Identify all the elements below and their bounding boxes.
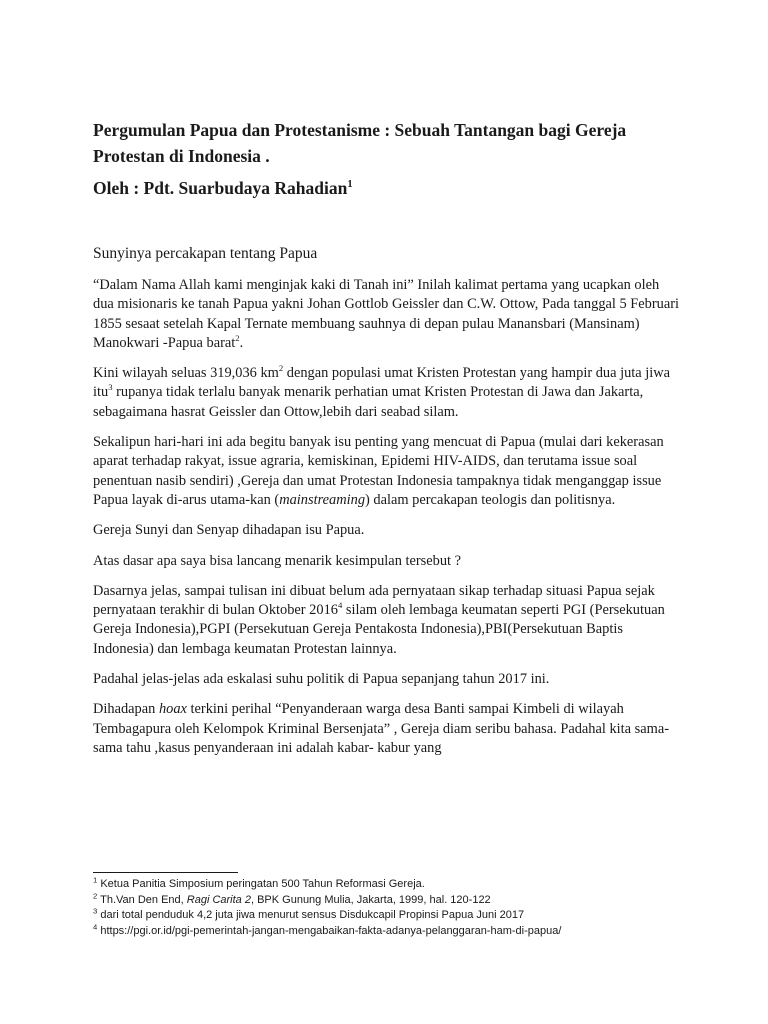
footnote-text: Th.Van Den End, xyxy=(97,893,187,906)
footnote-text: Ketua Panitia Simposium peringatan 500 Tahun Reformasi Gereja. xyxy=(97,878,425,890)
footnote-3 xyxy=(93,908,733,924)
footnote-text: dari total penduduk 4,2 juta jiwa menurut sensus Disdukcapil Propinsi Papua Juni 2017 xyxy=(97,909,525,922)
footnote-number: 2 xyxy=(93,890,98,900)
article-body xyxy=(93,117,683,758)
paragraph-4: Gereja Sunyi dan Senyap dihadapan isu Papua. xyxy=(93,522,365,539)
footnote-ref-1[interactable]: 1 xyxy=(347,179,353,191)
footnote-1 xyxy=(93,877,733,893)
footnote-number: 1 xyxy=(93,875,98,885)
italic-term: mainstreaming xyxy=(279,491,366,508)
footnote-ref-4[interactable]: 4 xyxy=(337,600,343,611)
footnote-number: 3 xyxy=(93,906,98,916)
section-heading: Sunyinya percakapan tentang Papua xyxy=(93,245,318,262)
paragraph-8 xyxy=(93,700,683,758)
footnote-2 xyxy=(93,890,733,909)
paragraph-text: ) dalam percakapan teologis dan politisnya. xyxy=(365,491,616,508)
paragraph-6 xyxy=(93,582,683,659)
author-line xyxy=(93,175,683,201)
footnote-divider xyxy=(93,872,238,873)
paragraph-text: dengan populasi umat Kristen Protestan yang hampir dua juta jiwa itu xyxy=(93,365,671,401)
paragraph-text: Dihadapan xyxy=(93,701,159,718)
paragraph-text: silam oleh lembaga keumatan seperti PGI (Persekutuan Gereja Indonesia),PGPI (Persekutuan Gereja Pentakosta Indonesia),PBI(Persekutuan Baptis Indonesia) dan lembaga keumatan Protestan lainnya. xyxy=(93,602,665,657)
paragraph-5: Atas dasar apa saya bisa lancang menarik kesimpulan tersebut ? xyxy=(93,552,462,569)
italic-term: hoax xyxy=(158,701,187,718)
paragraph-text: Sekalipun hari-hari ini ada begitu banyak isu penting yang mencuat di Papua (mulai dari kekerasan aparat terhadap rakyat, issue agraria, kemiskinan, Epidemi HIV-AIDS, dan terutama issue soal penentuan nasib sendiri) ,Gereja dan umat Protestan Indonesia tampaknya tidak menganggap issue Papua layak di-arus utama-kan ( xyxy=(93,434,664,508)
author-name: Oleh : Pdt. Suarbudaya Rahadian xyxy=(93,178,348,198)
footnotes xyxy=(93,877,733,939)
paragraph-text: . xyxy=(239,334,244,351)
book-title: Ragi Carita 2 xyxy=(186,893,251,906)
footnote-text: , BPK Gunung Mulia, Jakarta, 1999, hal. 120-122 xyxy=(250,893,491,906)
paragraph-text: “Dalam Nama Allah kami menginjak kaki di Tanah ini” Inilah kalimat pertama yang ucapkan oleh dua misionaris ke tanah Papua yakni Johan Gottlob Geissler dan C.W. Ottow, Pada tanggal 5 Februari 1855 sesaat setelah Kapal Ternate membuang sauhnya di depan pulau Manansbari (Mansinam) Manokwari -Papua barat xyxy=(93,277,680,351)
footnote-number: 4 xyxy=(93,922,98,932)
footnote-ref-3[interactable]: 3 xyxy=(108,382,113,393)
paragraph-3 xyxy=(93,433,683,510)
square-superscript: 2 xyxy=(278,363,284,374)
paragraph-2 xyxy=(93,364,683,422)
paragraph-text: Dasarnya jelas, sampai tulisan ini dibuat belum ada pernyataan sikap terhadap situasi Papua sejak pernyataan terakhir di bulan Oktober 2016 xyxy=(93,582,655,619)
paragraph-7: Padahal jelas-jelas ada eskalasi suhu politik di Papua sepanjang tahun 2017 ini. xyxy=(93,671,550,688)
footnote-link[interactable]: https://pgi.or.id/pgi-pemerintah-jangan-mengabaikan-fakta-adanya-pelanggaran-ham-di-papua/ xyxy=(97,924,562,937)
paragraph-text: rupanya tidak terlalu banyak menarik perhatian umat Kristen Protestan di Jawa dan Jakarta, sebagaimana hasrat Geissler dan Ottow,lebih dari seabad silam. xyxy=(93,384,644,420)
paragraph-1 xyxy=(93,276,683,353)
paragraph-text: terkini perihal “Penyanderaan warga desa Banti sampai Kimbeli di wilayah Tembagapura oleh Kelompok Kriminal Bersenjata” , Gereja diam seribu bahasa. Padahal kita sama-sama tahu ,kasus penyanderaan ini adalah kabar- kabur yang xyxy=(93,701,670,756)
footnote-ref-2[interactable]: 2 xyxy=(235,333,240,344)
article-title: Pergumulan Papua dan Protestanisme : Sebuah Tantangan bagi Gereja Protestan di Indonesia . xyxy=(93,120,627,166)
footnote-4 xyxy=(93,924,733,940)
paragraph-text: Kini wilayah seluas 319,036 km xyxy=(93,365,279,382)
